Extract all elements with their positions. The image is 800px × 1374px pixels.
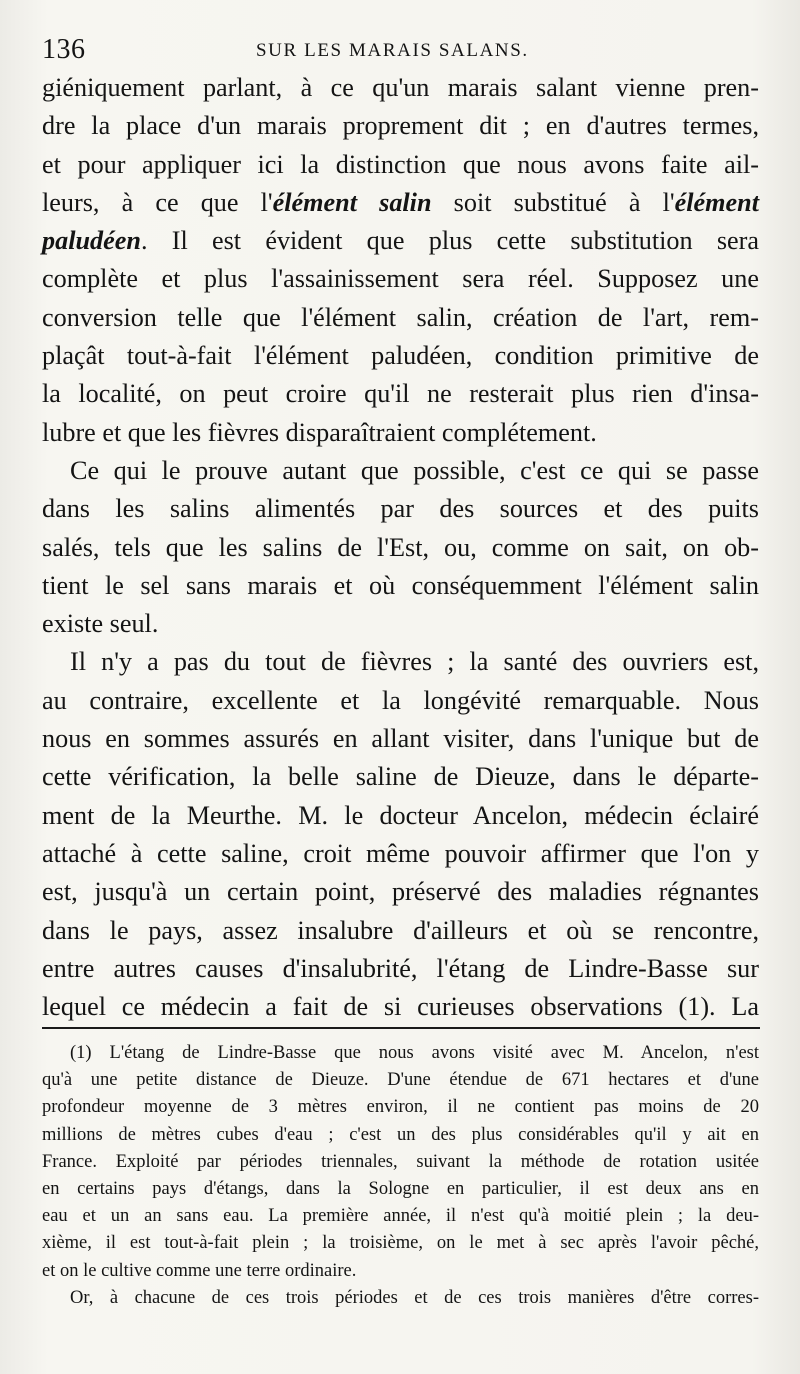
footnote-line: en certains pays d'étangs, dans la Sologne en particulier, il est deux ans en [42, 1178, 759, 1199]
body-line: et pour appliquer ici la distinction que nous avons faite ail- [42, 149, 759, 179]
body-line: dans les salins alimentés par des sources et des puits [42, 494, 759, 524]
body-line: plaçât tout-à-fait l'élément paludéen, condition primitive de [42, 341, 759, 371]
body-line: conversion telle que l'élément salin, création de l'art, rem- [42, 302, 759, 332]
body-line: giéniquement parlant, à ce qu'un marais salant vienne pren- [42, 73, 759, 102]
footnote-line: Or, à chacune de ces trois périodes et de ces trois manières d'être corres- [70, 1287, 759, 1308]
running-head: SUR LES MARAIS SALANS. [256, 40, 529, 61]
body-text [42, 69, 759, 1026]
body-line: est, jusqu'à un certain point, préservé des maladies régnantes [42, 877, 759, 907]
footnote-line: eau et un an sans eau. La première année, il n'est qu'à moitié plein ; la deu- [42, 1206, 759, 1227]
italic-term: élément salin [272, 187, 432, 217]
body-line [42, 184, 759, 222]
footnote-line: et on le cultive comme une terre ordinaire. [42, 1260, 357, 1281]
italic-term: élément [674, 187, 759, 217]
body-line [42, 222, 759, 260]
body-line: dre la place d'un marais proprement dit ; en d'autres termes, [42, 111, 759, 141]
page-header [42, 32, 762, 68]
body-line: lubre et que les fièvres disparaîtraient complétement. [42, 417, 597, 447]
italic-term: paludéen [42, 226, 141, 256]
body-line: existe seul. [42, 609, 159, 639]
body-line: complète et plus l'assainissement sera réel. Supposez une [42, 264, 759, 294]
body-line: salés, tels que les salins de l'Est, ou, comme on sait, on ob- [42, 532, 759, 562]
footnotes [42, 1040, 759, 1312]
footnote-line: qu'à une petite distance de Dieuze. D'une étendue de 671 hectares et d'une [42, 1070, 759, 1091]
body-line: au contraire, excellente et la longévité remarquable. Nous [42, 685, 759, 715]
footnote-line: (1) L'étang de Lindre-Basse que nous avons visité avec M. Ancelon, n'est [70, 1043, 759, 1063]
body-line: la localité, on peut croire qu'il ne resterait plus rien d'insa- [42, 379, 759, 409]
body-line: nous en sommes assurés en allant visiter, dans l'unique but de [42, 724, 759, 754]
body-text-fragment: soit substitué à l' [431, 187, 675, 217]
body-line: cette vérification, la belle saline de Dieuze, dans le départe- [42, 762, 759, 792]
body-line: ment de la Meurthe. M. le docteur Ancelon, médecin éclairé [42, 800, 759, 830]
footnote-line: xième, il est tout-à-fait plein ; la troisième, on le met à sec après l'avoir pêché, [42, 1233, 759, 1254]
body-line: entre autres causes d'insalubrité, l'étang de Lindre-Basse sur [42, 953, 759, 983]
body-line: lequel ce médecin a fait de si curieuses observations (1). La [42, 992, 759, 1022]
footnote-line: France. Exploité par périodes triennales, suivant la méthode de rotation usitée [42, 1151, 759, 1172]
body-text-fragment: . Il est évident que plus cette substitution sera [140, 226, 759, 256]
body-line: attaché à cette saline, croit même pouvoir affirmer que l'on y [42, 838, 759, 868]
body-line: tient le sel sans marais et où conséquemment l'élément salin [42, 570, 759, 600]
body-line: Ce qui le prouve autant que possible, c'est ce qui se passe [70, 455, 759, 485]
body-line: dans le pays, assez insalubre d'ailleurs et où se rencontre, [42, 915, 759, 945]
footnote-divider [42, 1027, 760, 1029]
footnote-line: profondeur moyenne de 3 mètres environ, il ne contient pas moins de 20 [42, 1097, 759, 1118]
body-line: Il n'y a pas du tout de fièvres ; la santé des ouvriers est, [70, 647, 759, 677]
footnote-line: millions de mètres cubes d'eau ; c'est un des plus considérables qu'il y ait en [42, 1124, 759, 1145]
page-number: 136 [42, 34, 86, 65]
body-text-fragment: leurs, à ce que l' [42, 187, 273, 217]
